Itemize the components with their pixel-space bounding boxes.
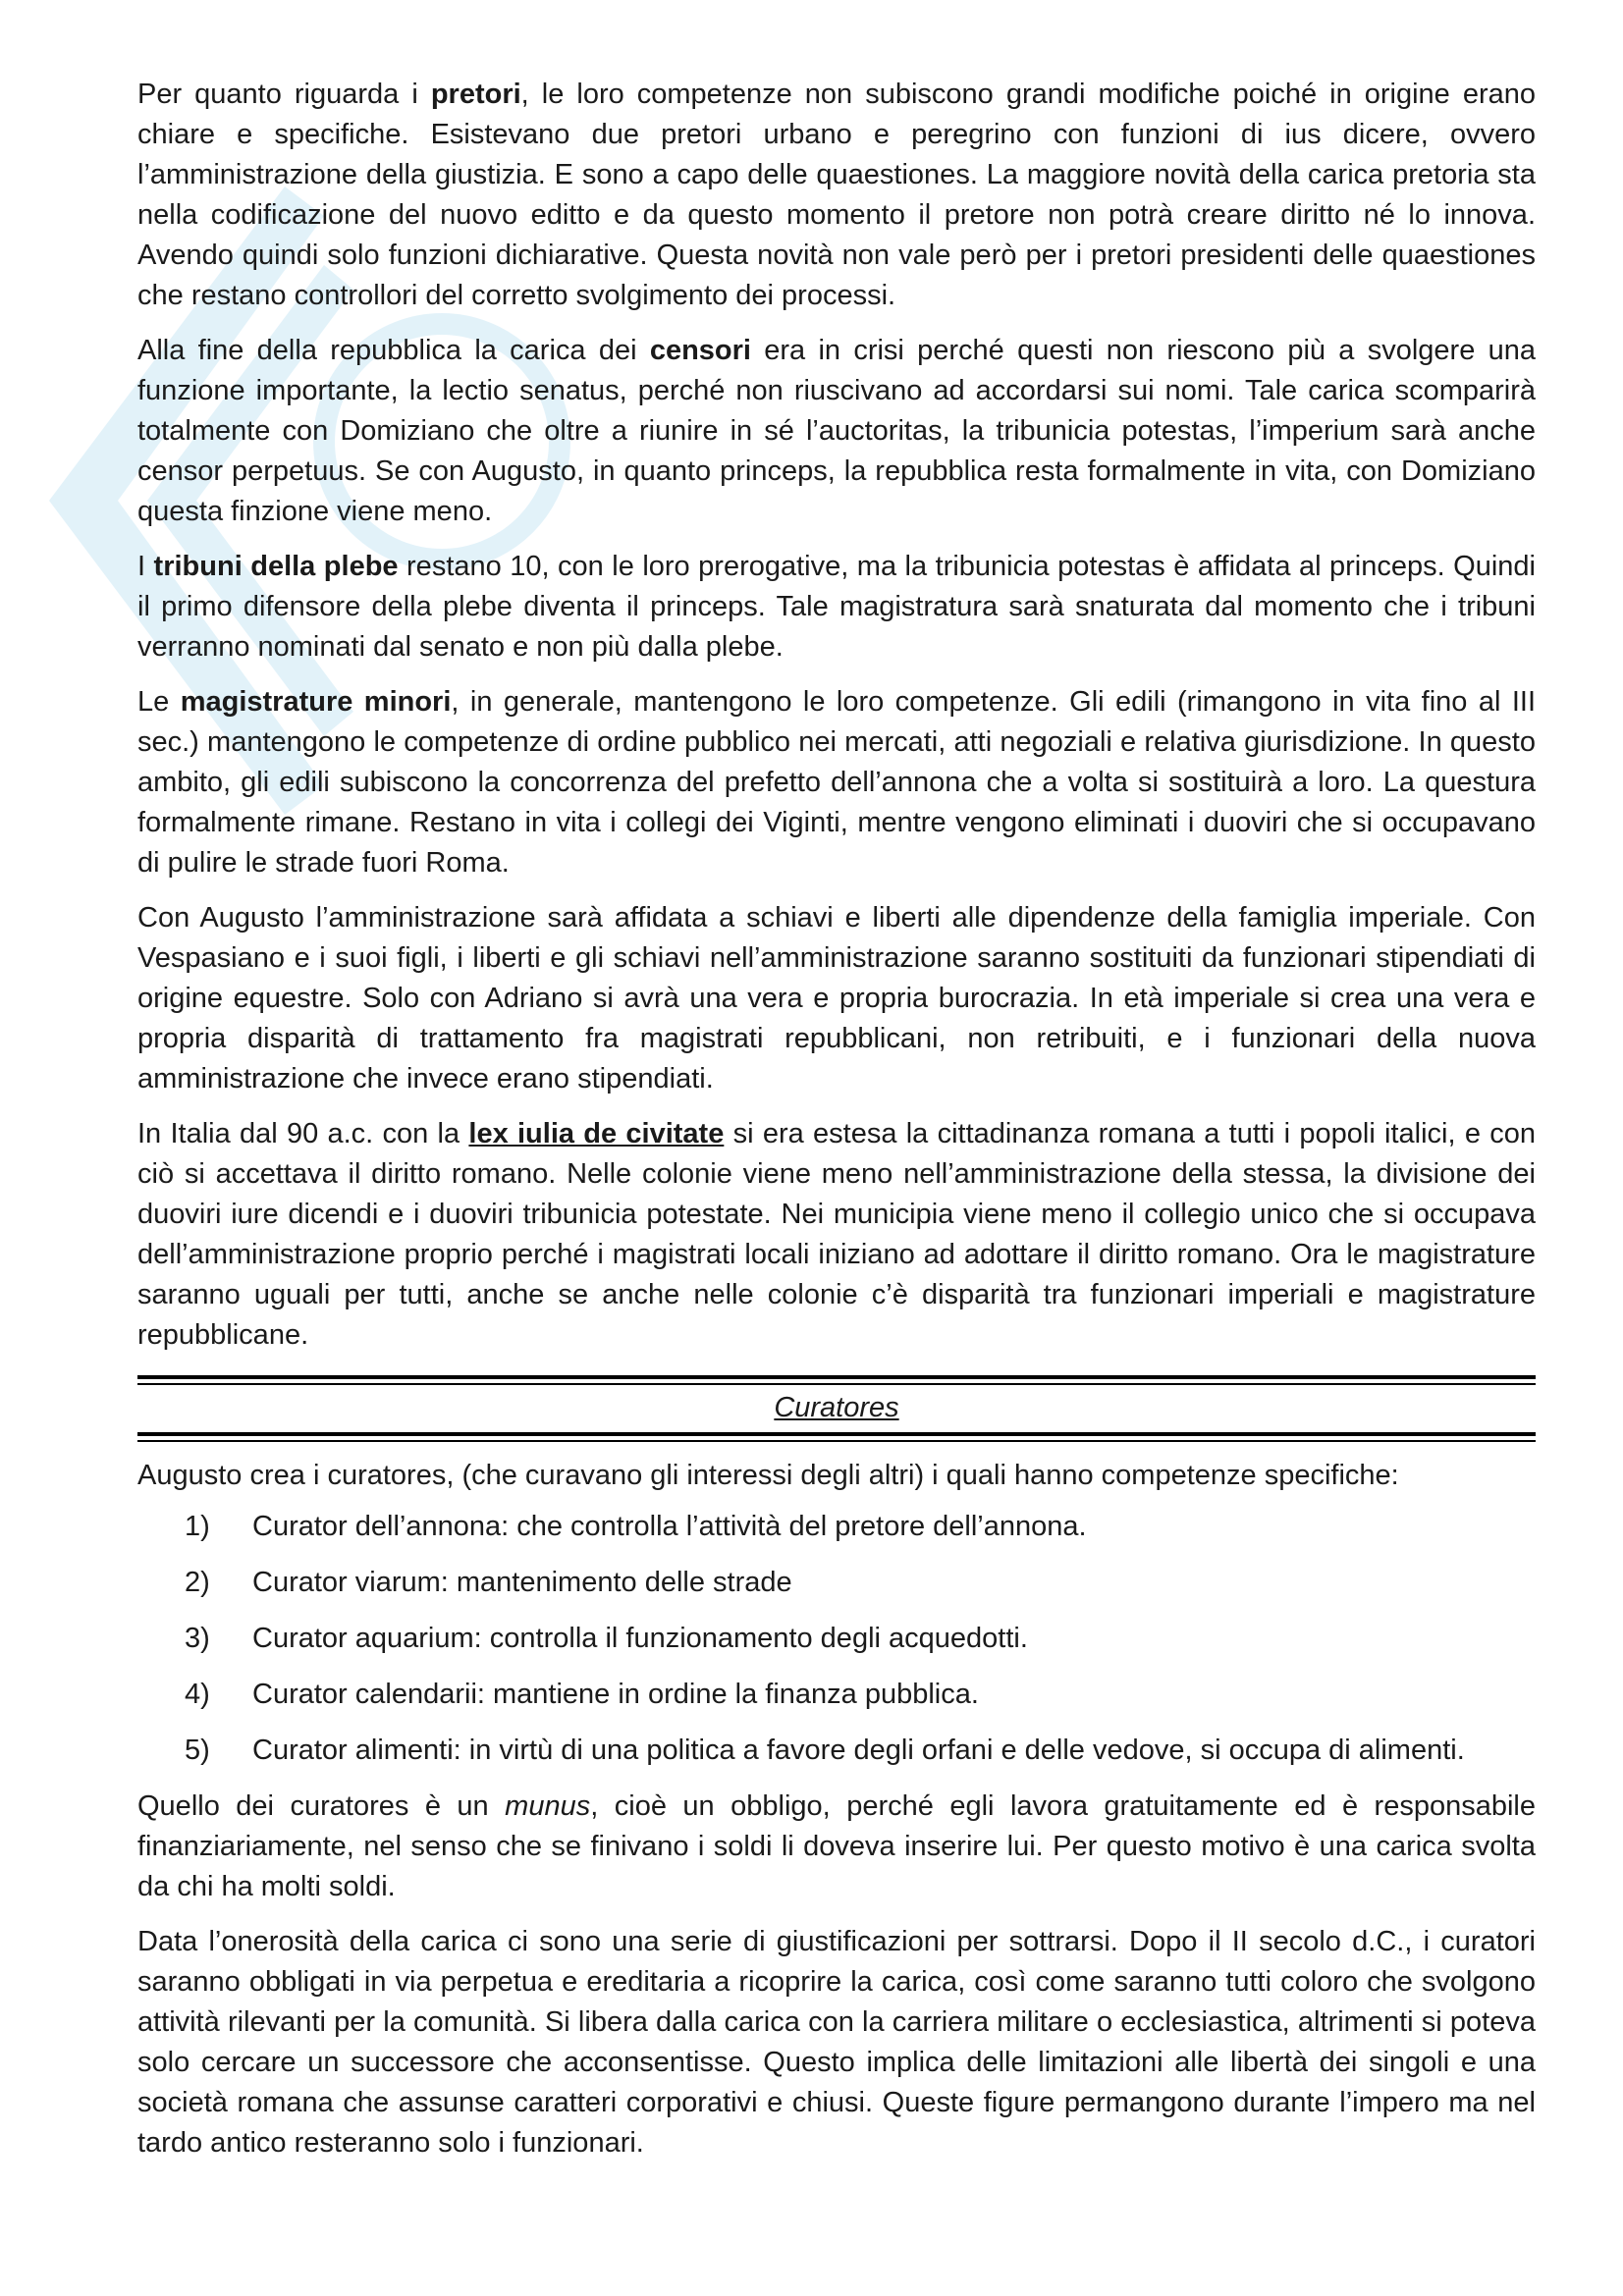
term-lex-iulia: lex iulia de civitate xyxy=(468,1118,725,1149)
section-heading xyxy=(137,1375,1536,1442)
paragraph-pretori: Per quanto riguarda i pretori, le loro competenze non subiscono grandi modifiche poiché in origine erano chiare e specifiche. Esistevano due pretori urbano e peregrino con funzioni di ius dicere, ovvero l’amministrazione della giustizia. E sono a capo delle quaestiones. La maggiore novità della carica pretoria sta nella codificazione del nuovo editto e da questo momento il pretore non potrà creare diritto né lo innova. Avendo quindi solo funzioni dichiarative. Questa novità non vale però per i pretori presidenti delle quaestiones che restano controllori del corretto svolgimento dei processi. xyxy=(137,79,1536,311)
list-item: 5) Curator alimenti: in virtù di una politica a favore degli orfani e delle vedove, si occupa di alimenti. xyxy=(185,1735,1465,1766)
term-censori: censori xyxy=(649,335,751,366)
paragraph-magistrature-minori: Le magistrature minori, in generale, mantengono le loro competenze. Gli edili (rimangono in vita fino al III sec.) mantengono le competenze di ordine pubblico nei mercati, atti negoziali e relativa giurisdizione. In questo ambito, gli edili subiscono la concorrenza del prefetto dell’annona che a volta si sostituirà a loro. La questura formalmente rimane. Restano in vita i collegi dei Viginti, mentre vengono eliminati i duoviri che si occupavano di pulire le strade fuori Roma. xyxy=(137,686,1536,879)
paragraph-amministrazione: Con Augusto l’amministrazione sarà affidata a schiavi e liberti alle dipendenze della famiglia imperiale. Con Vespasiano e i suoi figli, i liberti e gli schiavi nell’amministrazione saranno sostituiti da funzionari stipendiati di origine equestre. Solo con Adriano si avrà una vera e propria burocrazia. In età imperiale si crea una vera e propria disparità di trattamento fra magistrati repubblicani, non retribuiti, e i funzionari della nuova amministrazione che invece erano stipendiati. xyxy=(137,902,1536,1095)
list-item: 3) Curator aquarium: controlla il funzionamento degli acquedotti. xyxy=(185,1623,1028,1654)
term-pretori: pretori xyxy=(430,79,521,110)
list-item: 1) Curator dell’annona: che controlla l’attività del pretore dell’annona. xyxy=(185,1511,1087,1542)
term-tribuni: tribuni della plebe xyxy=(153,551,399,582)
paragraph-lex-iulia: In Italia dal 90 a.c. con la lex iulia de civitate si era estesa la cittadinanza romana a tutti i popoli italici, e con ciò si accettava il diritto romano. Nelle colonie viene meno nell’amministrazione della stessa, la divisione dei duoviri iure dicendi e i duoviri tribunicia potestate. Nei municipia viene meno il collegio unico che si occupava dell’amministrazione proprio perché i magistrati locali iniziano ad adottare il diritto romano. Ora le magistrature saranno uguali per tutti, anche se anche nelle colonie c’è disparità tra funzionari imperiali e magistrature repubblicane. xyxy=(137,1118,1536,1351)
term-magistrature-minori: magistrature minori xyxy=(180,686,452,718)
document-page xyxy=(137,75,1536,2178)
section-title: Curatores xyxy=(774,1392,899,1423)
section-intro: Augusto crea i curatores, (che curavano gli interessi degli altri) i quali hanno competenze specifiche: xyxy=(137,1460,1399,1491)
paragraph-munus: Quello dei curatores è un munus, cioè un obbligo, perché egli lavora gratuitamente ed è responsabile finanziariamente, nel senso che se finivano i soldi li doveva inserire lui. Per questo motivo è una carica svolta da chi ha molti soldi. xyxy=(137,1790,1536,1902)
list-item: 2) Curator viarum: mantenimento delle strade xyxy=(185,1567,792,1598)
rule-top xyxy=(137,1375,1536,1379)
paragraph-tribuni: I tribuni della plebe restano 10, con le loro prerogative, ma la tribunicia potestas è affidata al princeps. Quindi il primo difensore della plebe diventa il princeps. Tale magistratura sarà snaturata dal momento che i tribuni verranno nominati dal senato e non più dalla plebe. xyxy=(137,551,1536,663)
curatores-list xyxy=(137,1507,1536,1771)
rule-bottom xyxy=(137,1432,1536,1436)
rule-bottom-thin xyxy=(137,1440,1536,1442)
term-munus: munus xyxy=(505,1790,591,1822)
rule-top-thin xyxy=(137,1383,1536,1385)
paragraph-censori: Alla fine della repubblica la carica dei censori era in crisi perché questi non riescono più a svolgere una funzione importante, la lectio senatus, perché non riuscivano ad accordarsi sui nomi. Tale carica scomparirà totalmente con Domiziano che oltre a riunire in sé l’auctoritas, la tribunicia potestas, l’imperium sarà anche censor perpetuus. Se con Augusto, in quanto princeps, la repubblica resta formalmente in vita, con Domiziano questa finzione viene meno. xyxy=(137,335,1536,527)
list-item: 4) Curator calendarii: mantiene in ordine la finanza pubblica. xyxy=(185,1679,979,1710)
paragraph-onerosita: Data l’onerosità della carica ci sono una serie di giustificazioni per sottrarsi. Dopo il II secolo d.C., i curatori saranno obbligati in via perpetua e ereditaria a ricoprire la carica, così come saranno tutti coloro che svolgono attività rilevanti per la comunità. Si libera dalla carica con la carriera militare o ecclesiastica, altrimenti si poteva solo cercare un successore che acconsentisse. Questo implica delle limitazioni alle libertà dei singoli e una società romana che assunse caratteri corporativi e chiusi. Queste figure permangono durante l’impero ma nel tardo antico resteranno solo i funzionari. xyxy=(137,1926,1536,2159)
